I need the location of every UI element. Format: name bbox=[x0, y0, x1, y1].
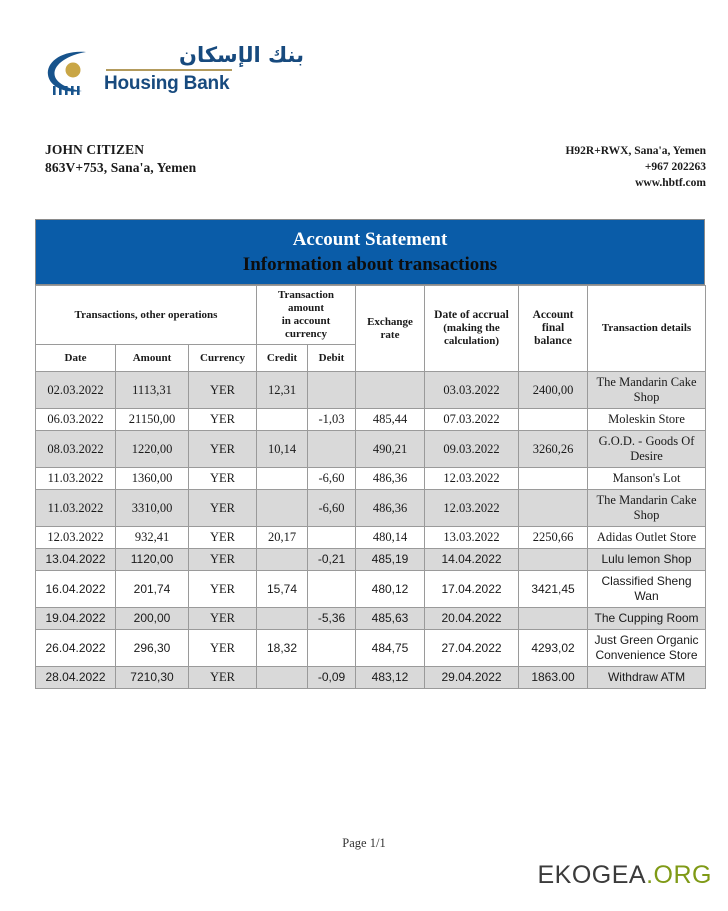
bank-name-english: Housing Bank bbox=[104, 73, 230, 94]
cell-currency: YER bbox=[189, 630, 257, 667]
table-header bbox=[36, 286, 706, 372]
header-amount-line1: Transaction bbox=[278, 289, 335, 301]
cell-credit: 15,74 bbox=[257, 571, 308, 608]
bank-contact-block bbox=[565, 143, 706, 191]
cell-details: Moleskin Store bbox=[588, 409, 706, 431]
table-row bbox=[36, 630, 706, 667]
statement-subtitle: Information about transactions bbox=[242, 253, 498, 275]
cell-exchange-rate: 484,75 bbox=[356, 630, 425, 667]
cell-date: 26.04.2022 bbox=[36, 630, 116, 667]
header-balance-line2: final bbox=[541, 322, 565, 334]
cell-accrual-date: 13.03.2022 bbox=[425, 527, 519, 549]
table-row bbox=[36, 527, 706, 549]
cell-amount: 201,74 bbox=[116, 571, 189, 608]
cell-accrual-date: 12.03.2022 bbox=[425, 490, 519, 527]
table-header-group-row bbox=[36, 286, 706, 345]
cell-date: 11.03.2022 bbox=[36, 468, 116, 490]
cell-details: Lulu lemon Shop bbox=[588, 549, 706, 571]
cell-debit: -1,03 bbox=[308, 409, 356, 431]
header-accrual-line2: (making the bbox=[443, 322, 500, 334]
cell-debit: -6,60 bbox=[308, 490, 356, 527]
cell-details: The Mandarin Cake Shop bbox=[588, 490, 706, 527]
cell-accrual-date: 17.04.2022 bbox=[425, 571, 519, 608]
cell-balance bbox=[519, 409, 588, 431]
cell-credit bbox=[257, 490, 308, 527]
cell-amount: 1113,31 bbox=[116, 372, 189, 409]
cell-details: The Cupping Room bbox=[588, 608, 706, 630]
cell-accrual-date: 20.04.2022 bbox=[425, 608, 519, 630]
cell-date: 28.04.2022 bbox=[36, 667, 116, 689]
cell-debit: -6,60 bbox=[308, 468, 356, 490]
cell-details: Adidas Outlet Store bbox=[588, 527, 706, 549]
cell-date: 16.04.2022 bbox=[36, 571, 116, 608]
cell-balance bbox=[519, 490, 588, 527]
cell-currency: YER bbox=[189, 549, 257, 571]
header-account-final-balance bbox=[519, 286, 588, 372]
cell-debit bbox=[308, 630, 356, 667]
table-row bbox=[36, 667, 706, 689]
header-exchange-rate bbox=[356, 286, 425, 372]
header-balance-line3: balance bbox=[534, 335, 572, 347]
cell-exchange-rate: 485,44 bbox=[356, 409, 425, 431]
table-row bbox=[36, 409, 706, 431]
transactions-table bbox=[35, 285, 706, 689]
cell-currency: YER bbox=[189, 490, 257, 527]
cell-credit bbox=[257, 468, 308, 490]
cell-date: 11.03.2022 bbox=[36, 490, 116, 527]
cell-currency: YER bbox=[189, 667, 257, 689]
header-currency: Currency bbox=[189, 345, 257, 372]
cell-exchange-rate: 490,21 bbox=[356, 431, 425, 468]
header-balance-line1: Account bbox=[532, 309, 574, 321]
header-date: Date bbox=[36, 345, 116, 372]
cell-date: 08.03.2022 bbox=[36, 431, 116, 468]
cell-currency: YER bbox=[189, 571, 257, 608]
cell-amount: 932,41 bbox=[116, 527, 189, 549]
table-row bbox=[36, 490, 706, 527]
cell-accrual-date: 03.03.2022 bbox=[425, 372, 519, 409]
header-amount-line2: amount bbox=[287, 302, 325, 314]
cell-exchange-rate: 485,63 bbox=[356, 608, 425, 630]
customer-name: JOHN CITIZEN bbox=[45, 142, 145, 157]
cell-credit bbox=[257, 667, 308, 689]
cell-accrual-date: 09.03.2022 bbox=[425, 431, 519, 468]
cell-credit bbox=[257, 549, 308, 571]
cell-details: Withdraw ATM bbox=[588, 667, 706, 689]
cell-debit: -0,21 bbox=[308, 549, 356, 571]
cell-exchange-rate: 480,14 bbox=[356, 527, 425, 549]
cell-exchange-rate: 486,36 bbox=[356, 468, 425, 490]
table-body bbox=[36, 372, 706, 689]
table-row bbox=[36, 468, 706, 490]
header-amount: Amount bbox=[116, 345, 189, 372]
header-amount-line4: currency bbox=[285, 328, 327, 340]
watermark bbox=[538, 861, 713, 890]
cell-credit bbox=[257, 409, 308, 431]
cell-details: The Mandarin Cake Shop bbox=[588, 372, 706, 409]
cell-amount: 21150,00 bbox=[116, 409, 189, 431]
cell-balance: 1863.00 bbox=[519, 667, 588, 689]
cell-currency: YER bbox=[189, 608, 257, 630]
cell-credit: 12,31 bbox=[257, 372, 308, 409]
table-row bbox=[36, 431, 706, 468]
cell-balance: 2400,00 bbox=[519, 372, 588, 409]
cell-date: 13.04.2022 bbox=[36, 549, 116, 571]
cell-exchange-rate: 486,36 bbox=[356, 490, 425, 527]
bank-name-arabic: بنك الإسكان bbox=[179, 43, 304, 67]
cell-date: 02.03.2022 bbox=[36, 372, 116, 409]
table-row bbox=[36, 571, 706, 608]
header-transaction-details: Transaction details bbox=[588, 286, 706, 372]
table-row bbox=[36, 372, 706, 409]
table-row bbox=[36, 549, 706, 571]
cell-amount: 1120,00 bbox=[116, 549, 189, 571]
cell-exchange-rate: 480,12 bbox=[356, 571, 425, 608]
header-transactions-group: Transactions, other operations bbox=[36, 286, 257, 345]
cell-details: Just Green Organic Convenience Store bbox=[588, 630, 706, 667]
cell-currency: YER bbox=[189, 527, 257, 549]
cell-date: 06.03.2022 bbox=[36, 409, 116, 431]
cell-accrual-date: 12.03.2022 bbox=[425, 468, 519, 490]
cell-debit: -0,09 bbox=[308, 667, 356, 689]
cell-currency: YER bbox=[189, 409, 257, 431]
cell-amount: 296,30 bbox=[116, 630, 189, 667]
cell-exchange-rate bbox=[356, 372, 425, 409]
cell-balance bbox=[519, 608, 588, 630]
cell-exchange-rate: 485,19 bbox=[356, 549, 425, 571]
bank-phone: +967 202263 bbox=[644, 161, 706, 173]
header-date-of-accrual bbox=[425, 286, 519, 372]
header-exchange-line2: rate bbox=[380, 328, 400, 341]
cell-balance bbox=[519, 549, 588, 571]
cell-debit: -5,36 bbox=[308, 608, 356, 630]
cell-amount: 7210,30 bbox=[116, 667, 189, 689]
bank-logo bbox=[42, 42, 302, 104]
header-credit: Credit bbox=[257, 345, 308, 372]
cell-date: 12.03.2022 bbox=[36, 527, 116, 549]
bank-website: www.hbtf.com bbox=[635, 177, 706, 189]
customer-address: 863V+753, Sana'a, Yemen bbox=[45, 160, 197, 175]
logo-divider-rule bbox=[106, 69, 232, 71]
statement-title-banner bbox=[35, 219, 705, 285]
watermark-primary: EKOGEA bbox=[537, 861, 647, 889]
cell-amount: 3310,00 bbox=[116, 490, 189, 527]
cell-balance: 3260,26 bbox=[519, 431, 588, 468]
bank-logo-wordmark bbox=[104, 42, 304, 94]
customer-address-block bbox=[45, 141, 196, 177]
cell-debit bbox=[308, 431, 356, 468]
statement-title: Account Statement bbox=[292, 228, 448, 250]
cell-credit: 20,17 bbox=[257, 527, 308, 549]
header-debit: Debit bbox=[308, 345, 356, 372]
cell-debit bbox=[308, 372, 356, 409]
cell-balance bbox=[519, 468, 588, 490]
cell-balance: 2250,66 bbox=[519, 527, 588, 549]
page-number: Page 1/1 bbox=[342, 836, 386, 850]
cell-accrual-date: 29.04.2022 bbox=[425, 667, 519, 689]
cell-accrual-date: 27.04.2022 bbox=[425, 630, 519, 667]
cell-debit bbox=[308, 571, 356, 608]
cell-credit: 18,32 bbox=[257, 630, 308, 667]
cell-details: Classified Sheng Wan bbox=[588, 571, 706, 608]
header-amount-in-account-currency bbox=[257, 286, 356, 345]
cell-amount: 1220,00 bbox=[116, 431, 189, 468]
cell-credit: 10,14 bbox=[257, 431, 308, 468]
header-accrual-line1: Date of accrual bbox=[434, 309, 509, 321]
cell-balance: 4293,02 bbox=[519, 630, 588, 667]
header-accrual-line3: calculation) bbox=[444, 335, 500, 347]
bank-address: H92R+RWX, Sana'a, Yemen bbox=[565, 145, 706, 157]
header-amount-line3: in account bbox=[281, 315, 331, 327]
cell-accrual-date: 07.03.2022 bbox=[425, 409, 519, 431]
cell-currency: YER bbox=[189, 468, 257, 490]
cell-exchange-rate: 483,12 bbox=[356, 667, 425, 689]
cell-details: G.O.D. - Goods Of Desire bbox=[588, 431, 706, 468]
cell-accrual-date: 14.04.2022 bbox=[425, 549, 519, 571]
cell-amount: 1360,00 bbox=[116, 468, 189, 490]
header-exchange-line1: Exchange bbox=[367, 315, 413, 328]
cell-date: 19.04.2022 bbox=[36, 608, 116, 630]
table-row bbox=[36, 608, 706, 630]
cell-debit bbox=[308, 527, 356, 549]
cell-currency: YER bbox=[189, 372, 257, 409]
cell-details: Manson's Lot bbox=[588, 468, 706, 490]
cell-amount: 200,00 bbox=[116, 608, 189, 630]
cell-currency: YER bbox=[189, 431, 257, 468]
cell-credit bbox=[257, 608, 308, 630]
watermark-suffix: .ORG bbox=[646, 861, 712, 889]
cell-balance: 3421,45 bbox=[519, 571, 588, 608]
housing-bank-swoosh-logo-icon bbox=[42, 44, 98, 100]
